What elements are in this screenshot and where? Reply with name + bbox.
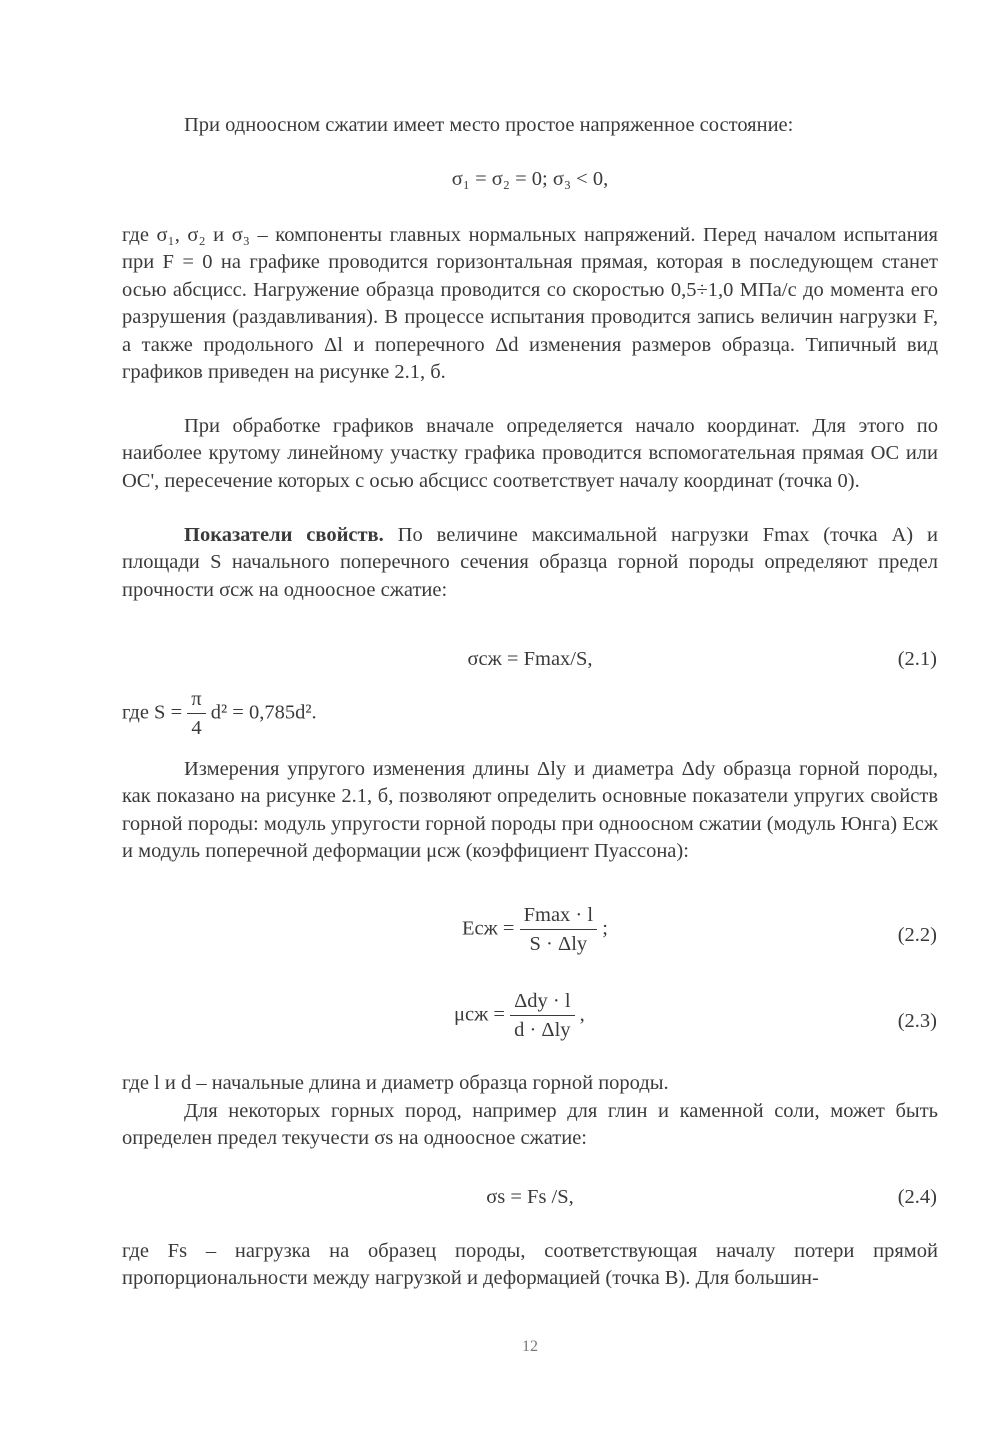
youngs-modulus-fraction [520,904,597,956]
fraction-denominator: 4 [191,717,202,739]
fraction-numerator: Fmax · l [520,904,597,930]
paragraph-elastic-measurements: Измерения упругого изменения длины Δlу и диаметра Δdу образца горной породы, как показано на рисунке 2.1, б, позволяют определить основные показатели упругих свойств горной породы: модуль упругости горной породы при одноосном сжатии (модуль Юнга) Eсж и модуль поперечной деформации μсж (коэффициент Пуассона): [122,758,938,863]
fraction-numerator: π [187,688,205,714]
paragraph-properties [122,522,938,604]
poisson-ratio-fraction [510,990,574,1042]
paragraph-initial-dimensions: где l и d – начальные длина и диаметр образца горной породы. [122,1072,669,1094]
paragraph-load-definition: где Fs – нагрузка на образец породы, соответствующая началу потери прямой пропорциональности между нагрузкой и деформацией (точка B). Для большин- [122,1240,938,1290]
page-number: 12 [522,1338,538,1355]
fraction-denominator: S · Δly [529,933,588,955]
fraction-denominator: d · Δly [514,1019,571,1041]
area-formula-prefix: где S = [122,701,183,724]
equation-number-2-1: (2.1) [897,648,937,670]
equation-number-2-4: (2.4) [897,1186,937,1208]
equation-2-2 [462,904,608,956]
paragraph-graph-processing: При обработке графиков вначале определяется начало координат. Для этого по наиболее крутому линейному участку графика проводится вспомогательная прямая OC или OC', пересечение которых с осью абсцисс соответствует началу координат (точка 0). [122,415,938,492]
paragraph-principal-stresses: где σ₁, σ₂ и σ₃ – компоненты главных нормальных напряжений. Перед началом испытания при F = 0 на графике проводится горизонтальная прямая, которая в последующем станет осью абсцисс. Нагружение образца проводится со скоростью 0,5÷1,0 МПа/с до момента его разрушения (раздавливания). В процессе испытания проводится запись величин нагрузки F, а также продольного Δl и поперечного Δd изменения размеров образца. Типичный вид графиков приведен на рисунке 2.1, б. [122,224,938,384]
paragraph-yield-strength: Для некоторых горных пород, например для глин и каменной соли, может быть определен предел текучести σs на одноосное сжатие: [122,1100,938,1150]
poisson-ratio-symbol: μсж = [454,1003,505,1026]
equation-2-4: σs = Fs /S, [486,1186,574,1208]
pi-over-four [187,688,205,740]
area-formula-rest: d² = 0,785d². [210,701,317,724]
properties-heading: Показатели свойств. [184,524,384,546]
fraction-numerator: Δdy · l [510,990,574,1016]
stress-equation: σ₁ = σ₂ = 0; σ₃ < 0, [451,168,609,190]
paragraph-intro: При одноосном сжатии имеет место простое напряженное состояние: [184,114,794,136]
area-formula [122,688,317,740]
equation-number-2-3: (2.3) [897,1010,937,1032]
equation-2-1: σсж = Fmax/S, [467,648,593,670]
equation-2-3 [454,990,585,1042]
equation-punctuation: ; [602,917,608,940]
properties-text: По величине максимальной нагрузки Fmax (точка A) и площади S начального поперечного сечения образца горной породы определяют предел прочности σсж на одноосное сжатие: [122,524,938,601]
equation-punctuation: , [579,1003,585,1026]
youngs-modulus-symbol: Eсж = [462,917,515,940]
equation-number-2-2: (2.2) [897,924,937,946]
